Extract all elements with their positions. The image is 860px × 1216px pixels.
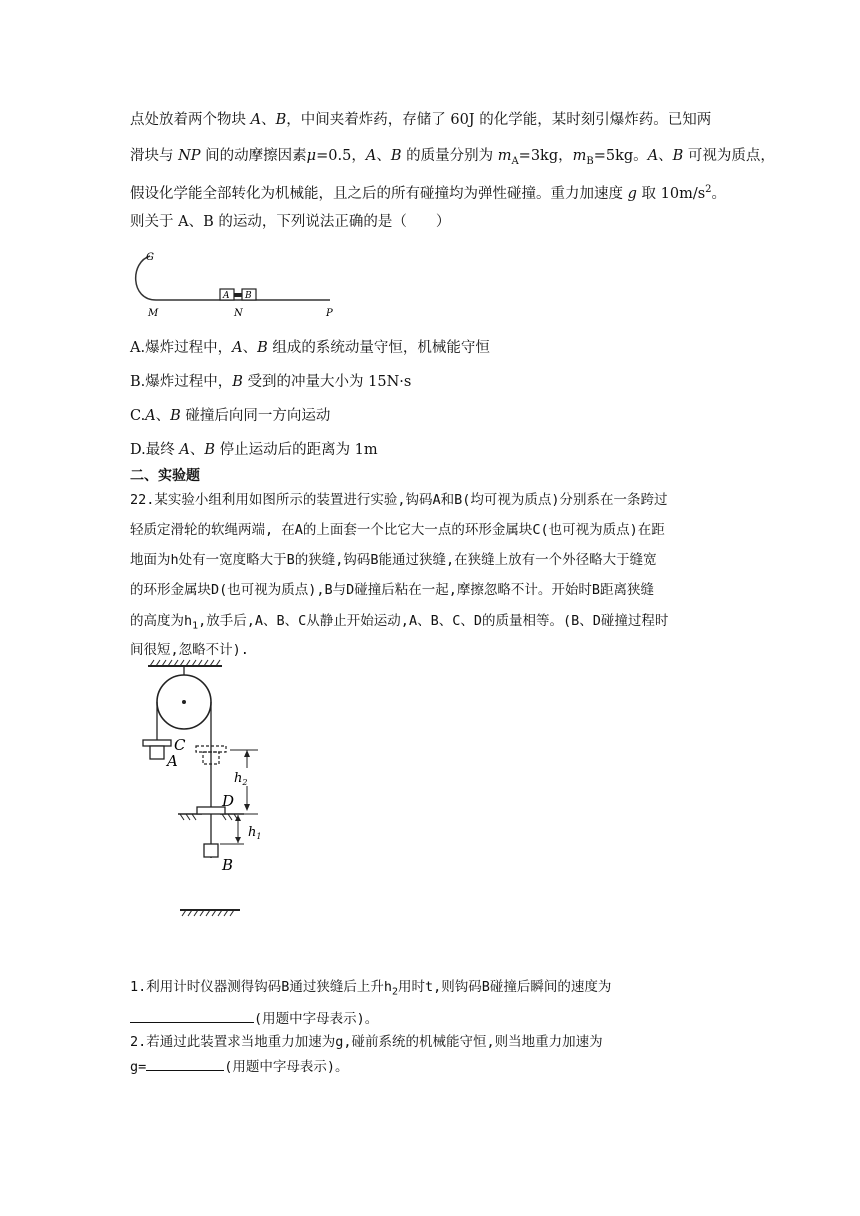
label-h2: $h_2$ xyxy=(234,771,248,787)
problem21-line3: 假设化学能全部转化为机械能，且之后的所有碰撞均为弹性碰撞。重力加速度 g 取 $10m/s^2$。 xyxy=(130,184,727,202)
label-n: N xyxy=(234,308,243,319)
track-figure xyxy=(128,248,348,328)
problem21-line1: 点处放着两个物块 A、B，中间夹着炸药，存储了 60J 的化学能，某时刻引爆炸药。已知两 xyxy=(130,112,712,128)
label-b2: B xyxy=(222,856,234,874)
explosive xyxy=(234,293,242,297)
option-c: C.A、B 碰撞后向同一方向运动 xyxy=(130,408,331,424)
option-a: A.爆炸过程中，A、B 组成的系统动量守恒，机械能守恒 xyxy=(130,340,490,356)
question1-suffix: (用题中字母表示)。 xyxy=(254,1011,379,1027)
option-d: D.最终 A、B 停止运动后的距离为 1m xyxy=(130,442,378,458)
question1: 1.利用计时仪器测得钩码B通过狭缝后上升$h_2$用时t,则钩码B碰撞后瞬间的速度为 xyxy=(130,979,612,998)
problem22-line5: 的高度为$h_1$,放手后,A、B、C从静止开始运动,A、B、C、D的质量相等。(B、D碰撞过程时 xyxy=(130,613,669,632)
weight-b xyxy=(204,844,218,857)
question2-answer-line xyxy=(130,1056,349,1077)
question2-suffix: (用题中字母表示)。 xyxy=(224,1059,349,1075)
problem22-line1: 22.某实验小组利用如图所示的装置进行实验,钩码A和B(均可视为质点)分别系在一条跨过 xyxy=(130,492,668,508)
question2: 2.若通过此装置求当地重力加速为g,碰前系统的机械能守恒,则当地重力加速为 xyxy=(130,1034,603,1050)
question2-prefix: g= xyxy=(130,1059,147,1075)
option-b: B.爆炸过程中，B 受到的冲量大小为 15N·s xyxy=(130,374,412,390)
label-a: A xyxy=(223,291,230,301)
label-m: M xyxy=(148,308,159,319)
problem22-line6: 间很短,忽略不计). xyxy=(130,642,249,658)
weight-a xyxy=(150,746,164,759)
label-a2: A xyxy=(167,752,178,770)
answer-blank-1[interactable] xyxy=(130,1008,254,1023)
problem21-line4: 则关于 A、B 的运动，下列说法正确的是（ ） xyxy=(130,214,451,230)
label-d: D xyxy=(222,792,235,810)
pulley-figure xyxy=(140,658,280,918)
section-heading: 二、实验题 xyxy=(130,468,200,484)
problem22-line2: 轻质定滑轮的软绳两端, 在A的上面套一个比它大一点的环形金属块C(也可视为质点)在距 xyxy=(130,522,665,538)
question1-answer-line xyxy=(130,1008,378,1029)
label-g: G xyxy=(146,252,154,263)
problem22-line4: 的环形金属块D(也可视为质点),B与D碰撞后粘在一起,摩擦忽略不计。开始时B距离狭缝 xyxy=(130,582,655,598)
label-c: C xyxy=(174,736,186,754)
label-b: B xyxy=(245,291,252,301)
label-p: P xyxy=(326,308,333,319)
problem22-line3: 地面为h处有一宽度略大于B的狭缝,钩码B能通过狭缝,在狭缝上放有一个外径略大于缝宽 xyxy=(130,552,657,568)
answer-blank-2[interactable] xyxy=(146,1056,224,1071)
ring-d xyxy=(197,807,225,814)
label-h1: $h_1$ xyxy=(248,825,262,841)
ring-c xyxy=(143,740,171,746)
problem21-line2: 滑块与 NP 间的动摩擦因素μ=0.5，A、B 的质量分别为 $m_A=3kg$，$m_B=5kg$。A、B 可视为质点， xyxy=(130,148,775,167)
